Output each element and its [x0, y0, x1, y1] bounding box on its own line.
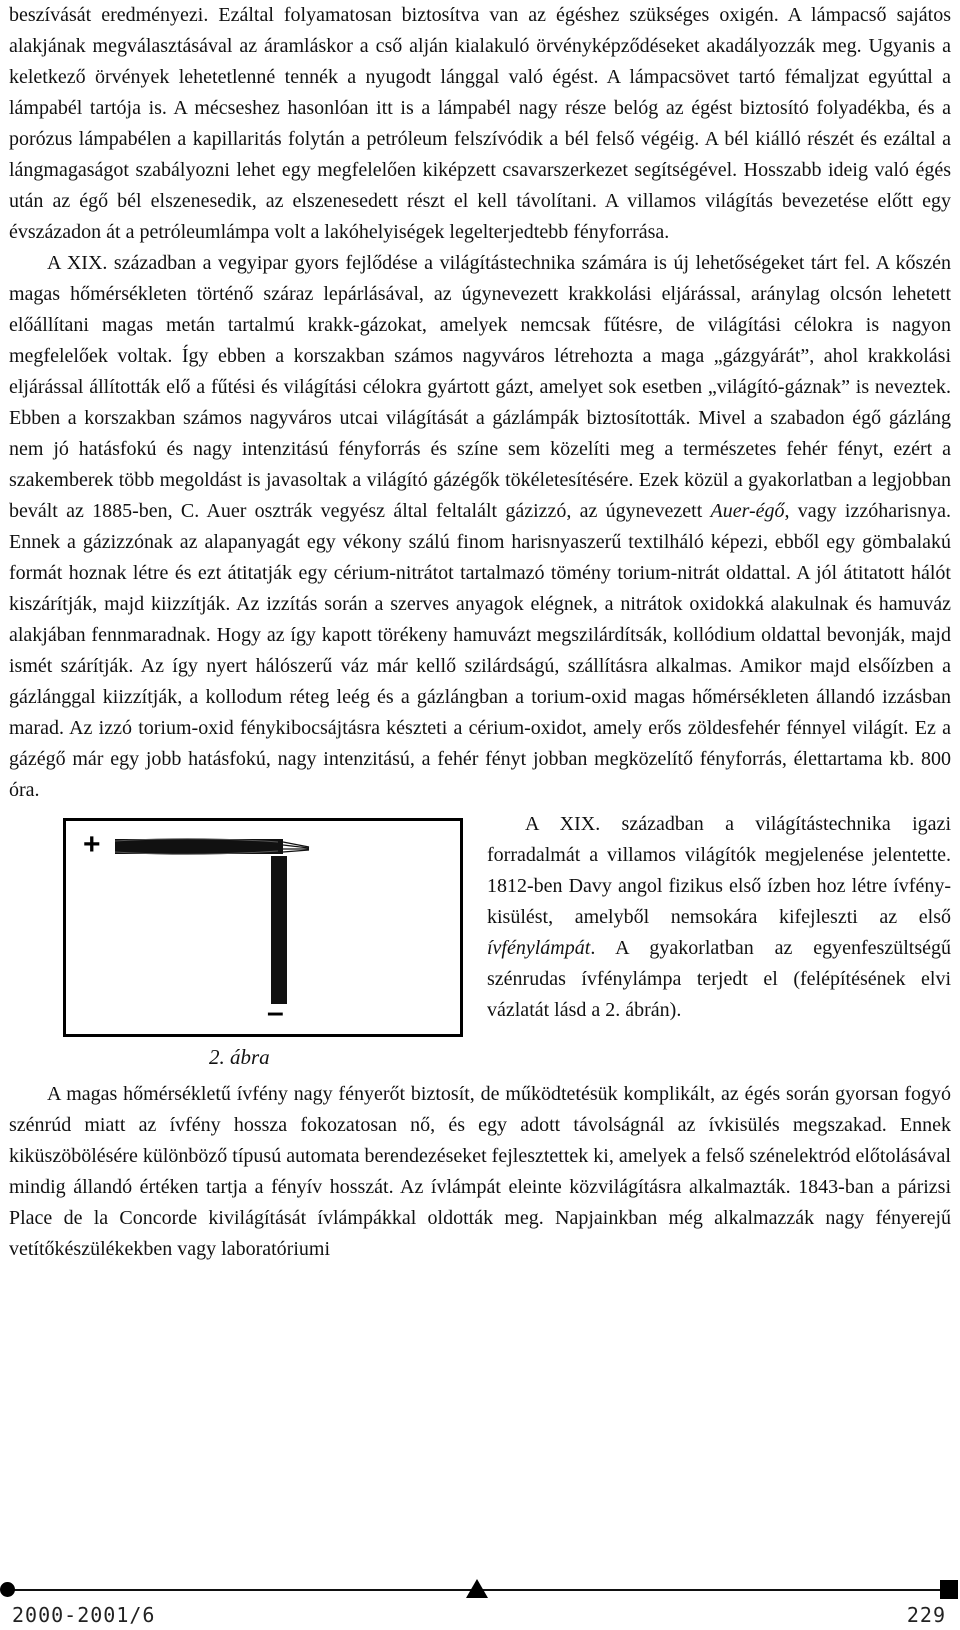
- footer-triangle-marker: [466, 1579, 488, 1598]
- plus-label: +: [83, 828, 101, 861]
- issue-number: 2000-2001/6: [12, 1603, 156, 1627]
- figure-caption: 2. ábra: [209, 1045, 270, 1069]
- gas-text-start: A XIX. században a vegyipar gyors fejlődése a világítástechnika számára is új lehetőségeket tárt fel. A kőszén magas hőmérsékleten történő száraz lepárlásával, az úgynevezett krakkolási eljárással, aránylag olcsón lehetett előállítani magas metán tartalmú krakk-gázokat, amelyek nemcsak fűtésre, de világítási célokra is nagyon megfelelőek voltak. Így ebben a korszakban számos nagyváros létrehozta a maga „gázgyárát”, ahol krakkolási eljárással állították elő a fűtési és világítási célokra gyártott gázt, amelyet sok esetben „világító-gáznak” is neveztek. Ebben a korszakban számos nagyváros utcai világítását a gázlámpák biztosították. Mivel a szabadon égő gázláng nem jó hatásfokú és nagy intenzitású fényforrás és színe sem közelíti meg a természetes fehér fényt, ezért a szakemberek több megoldást is javasoltak a világító gázégők tökéletesítésére. Ezek közül a gyakorlatban a legjobban bevált az 1885-ben, C. Auer osztrák vegyész által feltalált gázizzó, az úgynevezett: [9, 252, 951, 522]
- footer-square-marker: [940, 1580, 958, 1599]
- side-text-column: [487, 809, 951, 1026]
- auer-burner-term: Auer-égő: [710, 500, 785, 522]
- figure-section: [9, 809, 951, 1079]
- footer-dot-marker: [0, 1582, 15, 1597]
- gas-text-end: , vagy izzóharisnya. Ennek a gázizzónak az alapanyagát egy vékony szálú finom harisnyaszerű textilháló képezi, ebből egy gömbalakú formát hoznak létre és ezt átitatják egy cérium-nitrátot tartalmazó tömény torium-nitrát oldattal. A jól átitatott hálót kiszárítják, majd kiizzítják. Az izzítás során a szerves anyagok elégnek, a nitrátok oxidokká alakulnak és hamuváz alakjában fennmaradnak. Hogy az így kapott törékeny hamuvázt megszilárdítsák, kollódium oldattal bevonják, majd ismét szárítják. Az így nyert hálószerű váz már kellő szilárdságú, szállításra alkalmas. Amikor majd elsőízben a gázlánggal kiizzítják, a kollodum réteg leég és a gázlángban a torium-oxid magas hőmérsékleten állandó izzásban marad. Az izzó torium-oxid fénykibocsájtásra készteti a cérium-oxidot, amely erős zöldesfehér fénnyel világít. Ez a gázégő már egy jobb hatásfokú, nagy intenzitású, a fehér fényt jobban megközelítő fényforrás, élettartama kb. 800 óra.: [9, 500, 951, 801]
- arc-text-start: A XIX. században a világítástechnika igazi forradalmát a villamos világítók megjelenése jelentette. 1812-ben Davy angol fizikus első ízben hoz létre ívfénykisülést, amelyből nemsokára kifejleszti az első: [487, 813, 951, 928]
- page-content: [9, 0, 951, 1265]
- page-footer: [0, 1578, 960, 1630]
- paragraph-arc-lamp-operation: A magas hőmérsékletű ívfény nagy fényerőt biztosít, de működtetésük komplikált, az égés során gyorsan fogyó szénrúd miatt az ívfény hossza fokozatosan nő, és egy adott távolságnál az ívkisülés megszakad. Ennek kiküszöbölésére különböző típusú automata berendezéseket fejlesztettek ki, amelyek a felső szénelektród előtolásával mindig állandó értéken tartja a fényív hosszát. Az ívlámpát eleinte közvilágításra alkalmazták. 1843-ban a párizsi Place de la Concorde kivilágítását ívlámpákkal oldották meg. Napjainkban még alkalmazzák nagy fényerejű vetítőkészülékekben vagy laboratóriumi: [9, 1083, 951, 1260]
- arc-lamp-term: ívfénylámpát: [487, 937, 591, 959]
- negative-carbon-rod: [271, 856, 287, 1004]
- arc-lamp-svg: [63, 818, 463, 1037]
- minus-label: –: [267, 996, 284, 1029]
- paragraph-gas-lighting: [9, 248, 951, 806]
- arc-lamp-diagram: [63, 818, 463, 1037]
- arc-text-end: . A gyakorlatban az egyenfeszültségű szénrudas ívfénylámpa terjedt el (felépítésének elvi vázlatát lásd a 2. ábrán).: [487, 937, 951, 1021]
- positive-carbon-rod: [115, 839, 283, 854]
- paragraph-petroleum-lamp: beszívását eredményezi. Ezáltal folyamatosan biztosítva van az égéshez szükséges oxigén. A lámpacső sajátos alakjának megválasztásával az áramláskor a cső alján kialakuló örvényképződéseket akadályozzák meg. Ugyanis a keletkező örvények lehetetlenné tennék a nyugodt lánggal való égést. A lámpacsövet tartó fémaljzat egyúttal a lámpabél tartója is. A mécseshez hasonlóan itt is a lámpabél nagy része belóg az égést biztosító folyadékba, és a porózus lámpabélen a kapillaritás folytán a petróleum felszívódik a bél felső végéig. A bél kiálló részét és ezáltal a lángmagaságot szabályozni lehet egy megfelelően kiképzett csavarszerkezet segítségével. Hosszabb ideig való égés után az égő bél elszenesedik, az elszenesedett részt el kell távolítani. A villamos világítás bevezetése előtt egy évszázadon át a petróleumlámpa volt a lakóhelyiségek legelterjedtebb fényforrása.: [9, 4, 951, 243]
- page-number: 229: [906, 1603, 946, 1627]
- paragraph-arc-lamp-intro: [487, 809, 951, 1026]
